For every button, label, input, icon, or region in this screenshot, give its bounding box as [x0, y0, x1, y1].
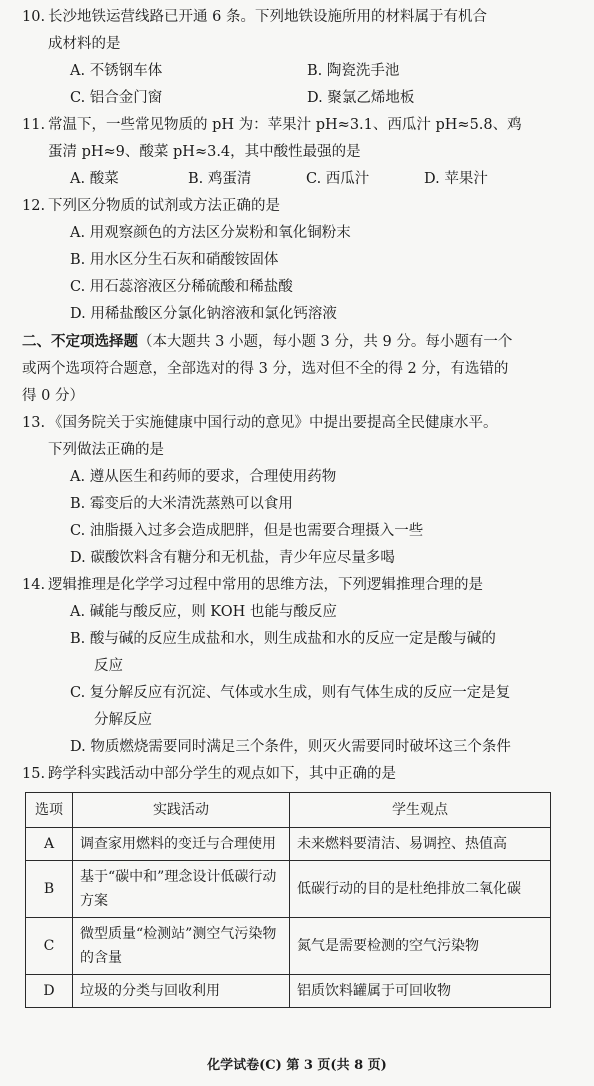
section-heading: 二、不定项选择题（本大题共 3 小题，每小题 3 分，共 9 分。每小题有一个 或两个选项符合题意，全部选对的得 3 分，选对但不全的得 2 分，有选错的 得 0 分）	[22, 333, 513, 404]
table-cell: 微型质量“检测站”测空气污染物的含量	[73, 918, 290, 975]
option-c: C. 西瓜汁	[306, 171, 370, 187]
option-a: A. 酸菜	[70, 171, 119, 187]
viewpoint-table	[25, 792, 551, 1008]
option-a: A. 碱能与酸反应，则 KOH 也能与酸反应	[70, 604, 337, 620]
question-stem: 跨学科实践活动中部分学生的观点如下，其中正确的是	[48, 766, 396, 782]
table-row	[26, 918, 551, 975]
option-b: B. 霉变后的大米清洗蒸熟可以食用	[70, 496, 293, 512]
option-d: D. 苹果汁	[424, 171, 488, 187]
question-11	[0, 112, 594, 193]
option-b-continued: 反应	[94, 658, 123, 674]
question-stem: 长沙地铁运营线路已开通 6 条。下列地铁设施所用的材料属于有机合 成材料的是	[48, 9, 487, 52]
option-a: A. 用观察颜色的方法区分炭粉和氧化铜粉末	[70, 225, 351, 241]
table-cell: C	[26, 918, 73, 975]
page-footer: 化学试卷(C) 第 3 页(共 8 页)	[207, 1058, 387, 1073]
question-number: 14.	[22, 577, 46, 593]
question-number: 15.	[22, 766, 46, 782]
option-d: D. 聚氯乙烯地板	[307, 90, 415, 106]
table-cell: 调查家用燃料的变迁与合理使用	[73, 828, 290, 861]
option-d: D. 用稀盐酸区分氯化钠溶液和氯化钙溶液	[70, 306, 337, 322]
table-cell: D	[26, 975, 73, 1008]
question-number: 13.	[22, 415, 46, 431]
table-cell: 低碳行动的目的是杜绝排放二氧化碳	[290, 861, 551, 918]
question-12	[0, 193, 594, 328]
option-c: C. 油脂摄入过多会造成肥胖，但是也需要合理摄入一些	[70, 523, 424, 539]
option-a: A. 遵从医生和药师的要求，合理使用药物	[70, 469, 337, 485]
option-c-continued: 分解反应	[94, 712, 152, 728]
table-cell: 基于“碳中和”理念设计低碳行动方案	[73, 861, 290, 918]
table-row	[26, 861, 551, 918]
option-a: A. 不锈钢车体	[70, 63, 163, 79]
section-title: 二、不定项选择题	[22, 333, 138, 350]
option-b: B. 酸与碱的反应生成盐和水，则生成盐和水的反应一定是酸与碱的	[70, 631, 496, 647]
question-stem: 《国务院关于实施健康中国行动的意见》中提出要提高全民健康水平。 下列做法正确的是	[48, 415, 498, 458]
table-header: 学生观点	[290, 793, 551, 828]
section-desc: （本大题共 3 小题，每小题 3 分，共 9 分。每小题有一个	[138, 334, 513, 350]
question-14	[0, 572, 594, 761]
table-cell: 氮气是需要检测的空气污染物	[290, 918, 551, 975]
option-d: D. 物质燃烧需要同时满足三个条件，则灭火需要同时破坏这三个条件	[70, 739, 511, 755]
question-number: 11.	[22, 117, 46, 133]
option-c: C. 复分解反应有沉淀、气体或水生成，则有气体生成的反应一定是复	[70, 685, 511, 701]
question-10	[0, 4, 594, 112]
option-d: D. 碳酸饮料含有糖分和无机盐，青少年应尽量多喝	[70, 550, 395, 566]
table-row	[26, 975, 551, 1008]
question-stem: 下列区分物质的试剂或方法正确的是	[48, 198, 280, 214]
exam-page	[0, 4, 594, 1008]
table-cell: 铝质饮料罐属于可回收物	[290, 975, 551, 1008]
table-cell: A	[26, 828, 73, 861]
table-cell: 垃圾的分类与回收利用	[73, 975, 290, 1008]
table-cell: 未来燃料要清洁、易调控、热值高	[290, 828, 551, 861]
option-b: B. 鸡蛋清	[188, 171, 252, 187]
question-number: 10.	[22, 9, 46, 25]
table-header: 选项	[26, 793, 73, 828]
table-cell: B	[26, 861, 73, 918]
option-b: B. 陶瓷洗手池	[307, 63, 400, 79]
question-13	[0, 410, 594, 572]
question-number: 12.	[22, 198, 46, 214]
table-header-row	[26, 793, 551, 828]
option-b: B. 用水区分生石灰和硝酸铵固体	[70, 252, 279, 268]
table-header: 实践活动	[73, 793, 290, 828]
question-15	[0, 761, 594, 788]
option-c: C. 铝合金门窗	[70, 90, 163, 106]
question-stem: 逻辑推理是化学学习过程中常用的思维方法，下列逻辑推理合理的是	[48, 577, 483, 593]
table-row	[26, 828, 551, 861]
question-stem: 常温下，一些常见物质的 pH 为：苹果汁 pH≈3.1、西瓜汁 pH≈5.8、鸡 蛋清 pH≈9、酸菜 pH≈3.4，其中酸性最强的是	[48, 117, 522, 160]
option-c: C. 用石蕊溶液区分稀硫酸和稀盐酸	[70, 279, 293, 295]
